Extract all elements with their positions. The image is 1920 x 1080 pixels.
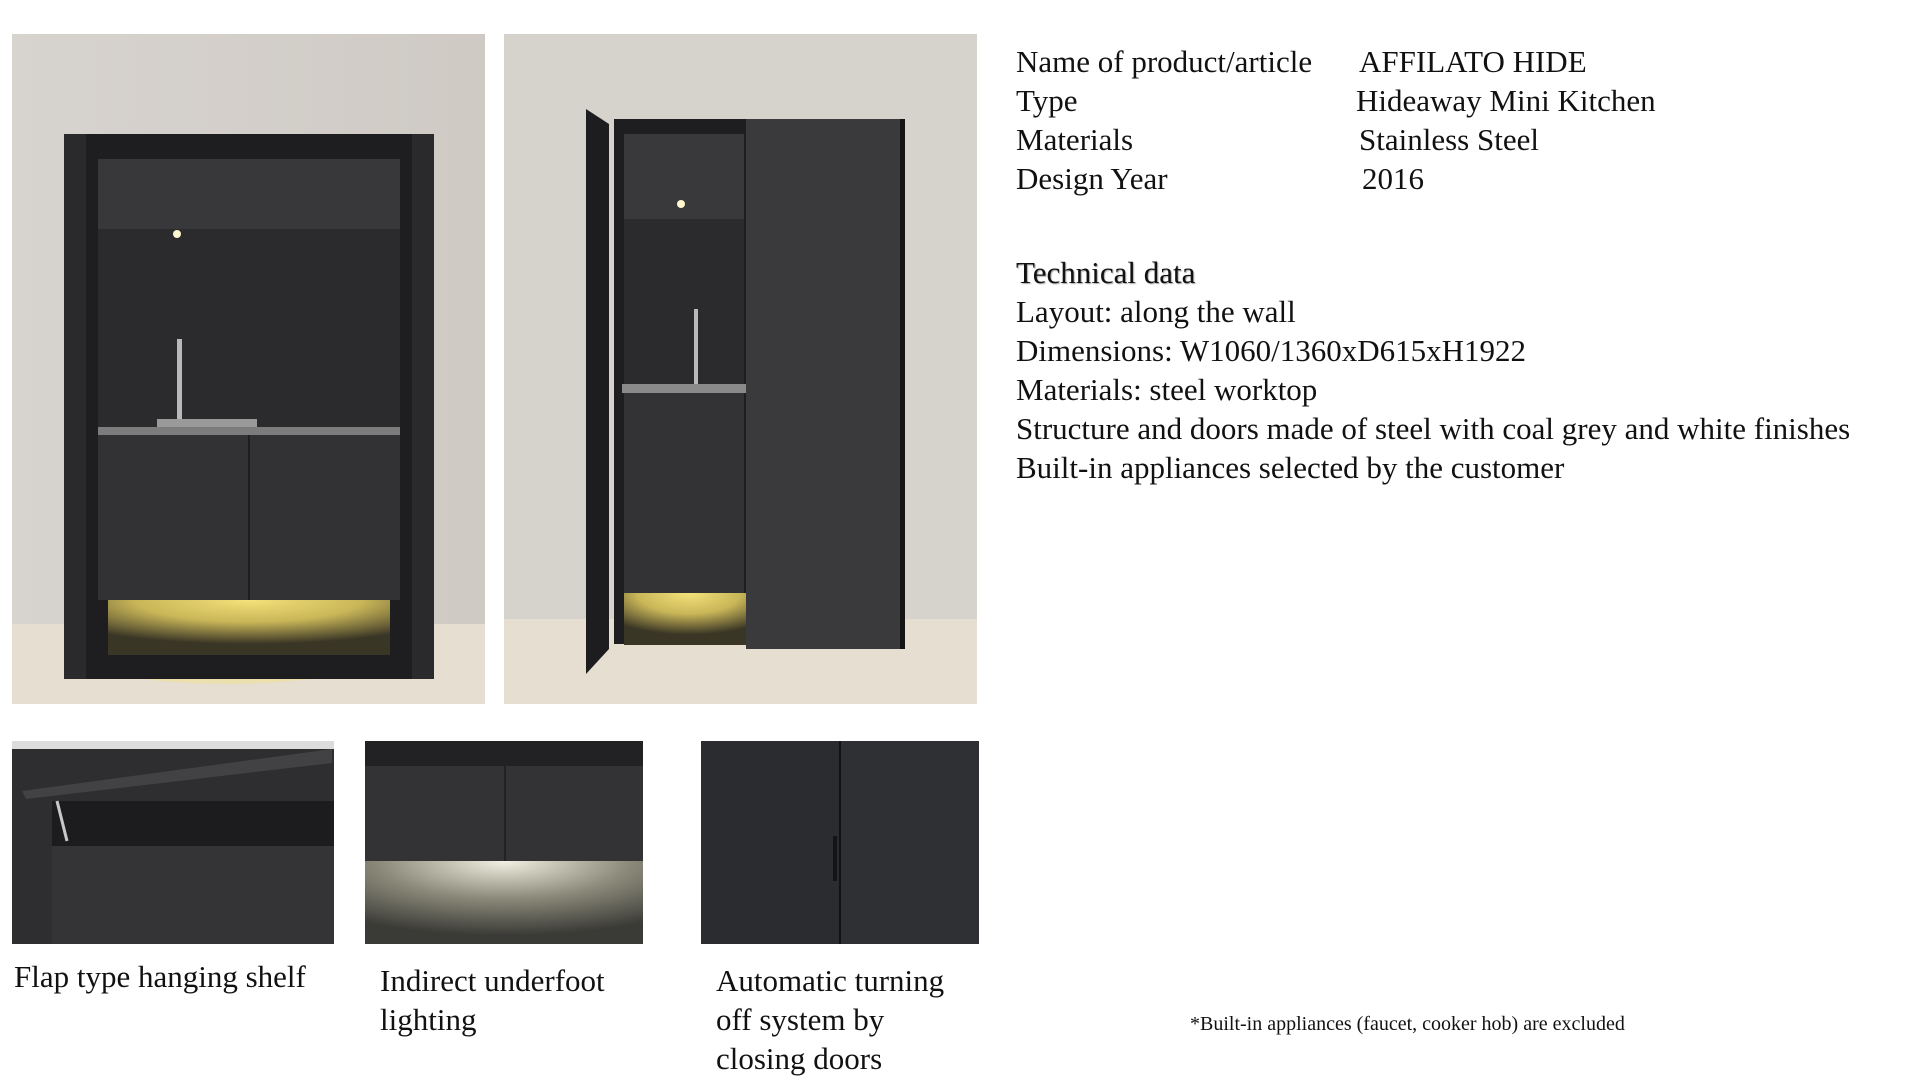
spec-label: Design Year (1016, 161, 1168, 196)
spec-label: Materials (1016, 122, 1134, 157)
spec-row-materials (1016, 120, 1656, 159)
tech-line-layout: Layout: along the wall (1016, 294, 1296, 329)
kitchen-open-photo (12, 34, 485, 704)
spec-label: Name of product/article (1016, 44, 1313, 79)
spec-value: Hideaway Mini Kitchen (1356, 83, 1656, 118)
technical-data-section (1016, 253, 1850, 487)
tech-line-dimensions: Dimensions: W1060/1360xD615xH1922 (1016, 333, 1527, 368)
product-spec-table (1016, 42, 1656, 198)
tech-line-appliances: Built-in appliances selected by the customer (1016, 450, 1565, 485)
auto-off-caption: Automatic turning off system by closing doors (716, 963, 945, 1076)
spec-row-name (1016, 42, 1656, 81)
technical-data-heading: Technical data (1016, 255, 1196, 290)
appliances-footnote: *Built-in appliances (faucet, cooker hob) are excluded (1190, 1013, 1625, 1035)
underfoot-lighting-caption: Indirect underfoot lighting (380, 963, 605, 1037)
underfoot-lighting-photo (365, 741, 643, 944)
spec-label: Type (1016, 83, 1078, 118)
closed-doors-photo (701, 741, 979, 944)
spec-row-design-year (1016, 159, 1656, 198)
spec-value: AFFILATO HIDE (1359, 44, 1587, 79)
flap-shelf-photo (12, 741, 334, 944)
spec-row-type (1016, 81, 1656, 120)
kitchen-half-open-photo (504, 34, 977, 704)
tech-line-materials: Materials: steel worktop (1016, 372, 1318, 407)
spec-value: Stainless Steel (1359, 122, 1539, 157)
tech-line-structure: Structure and doors made of steel with coal grey and white finishes (1016, 411, 1851, 446)
spec-value: 2016 (1362, 161, 1424, 196)
flap-shelf-caption: Flap type hanging shelf (14, 959, 306, 994)
